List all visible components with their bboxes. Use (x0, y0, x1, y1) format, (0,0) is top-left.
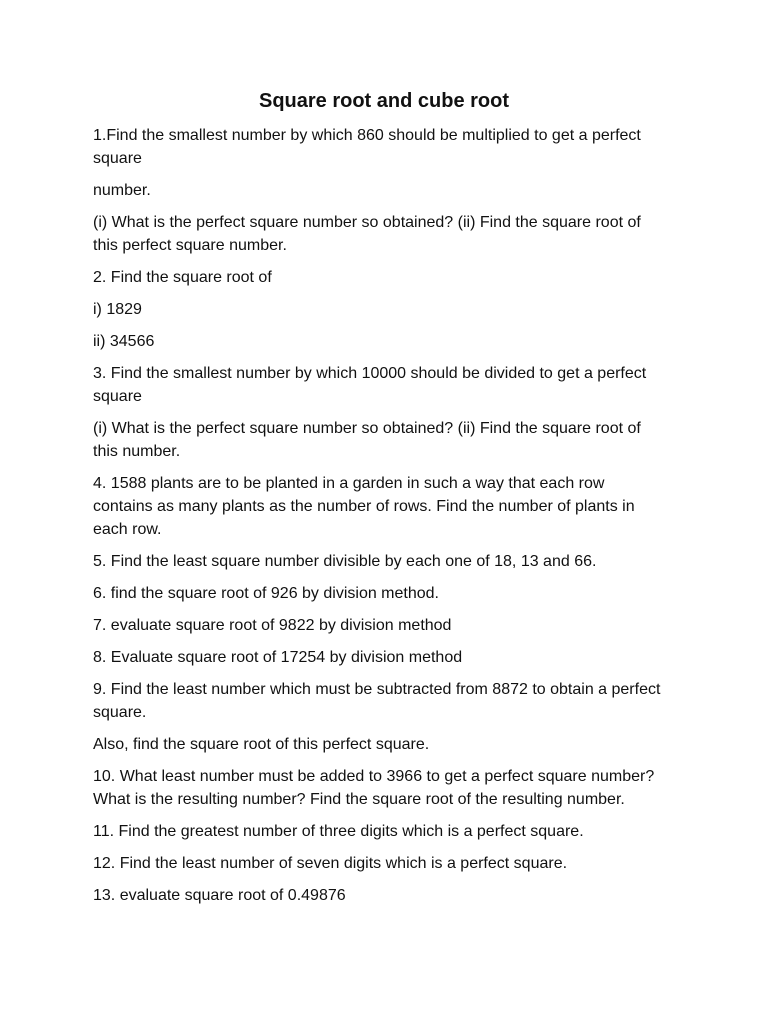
question-7: 7. evaluate square root of 9822 by division method (93, 617, 452, 634)
question-2-part-ii: ii) 34566 (93, 333, 155, 350)
question-9-continued: Also, find the square root of this perfect square. (93, 736, 430, 753)
question-4: 4. 1588 plants are to be planted in a garden in such a way that each row contains as many plants as the number of rows. Find the number of plants in each row. (93, 475, 635, 538)
question-1-subparts: (i) What is the perfect square number so obtained? (ii) Find the square root of this perfect square number. (93, 214, 641, 254)
question-6: 6. find the square root of 926 by division method. (93, 585, 439, 602)
question-12: 12. Find the least number of seven digits which is a perfect square. (93, 855, 568, 872)
question-2-part-i: i) 1829 (93, 301, 142, 318)
question-10: 10. What least number must be added to 3966 to get a perfect square number? What is the resulting number? Find the square root of the resulting number. (93, 768, 655, 808)
question-5: 5. Find the least square number divisible by each one of 18, 13 and 66. (93, 553, 597, 570)
question-8: 8. Evaluate square root of 17254 by division method (93, 649, 463, 666)
question-9: 9. Find the least number which must be subtracted from 8872 to obtain a perfect square. (93, 681, 661, 721)
question-1-continued: number. (93, 182, 151, 199)
question-11: 11. Find the greatest number of three digits which is a perfect square. (93, 823, 584, 840)
question-3: 3. Find the smallest number by which 10000 should be divided to get a perfect square (93, 365, 647, 405)
question-2: 2. Find the square root of (93, 269, 272, 286)
question-3-subparts: (i) What is the perfect square number so obtained? (ii) Find the square root of this number. (93, 420, 641, 460)
document-title: Square root and cube root (258, 90, 510, 112)
question-1: 1.Find the smallest number by which 860 should be multiplied to get a perfect square (93, 127, 641, 167)
question-13: 13. evaluate square root of 0.49876 (93, 887, 346, 904)
